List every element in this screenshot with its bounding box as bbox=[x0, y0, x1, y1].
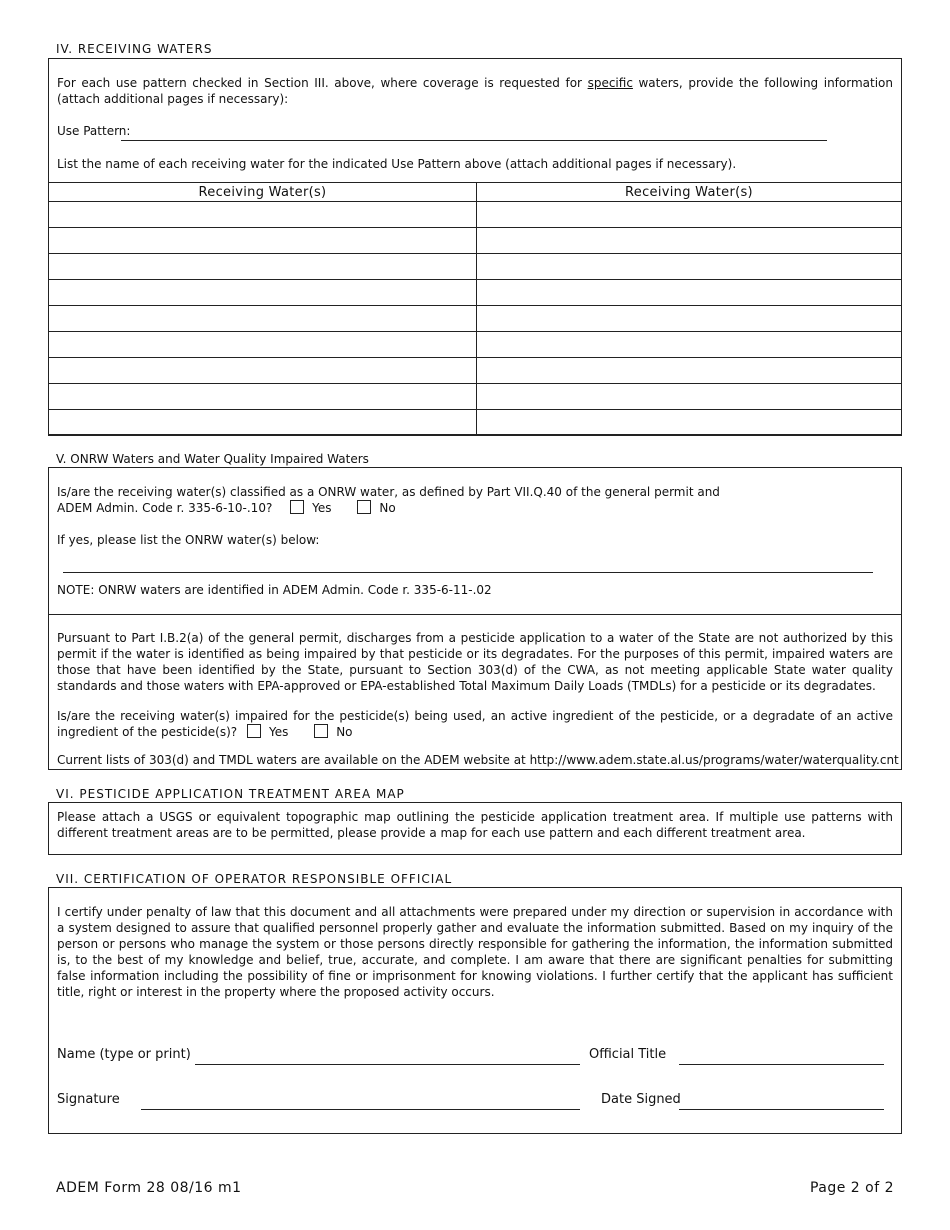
impaired-no-checkbox[interactable] bbox=[314, 724, 328, 738]
receiving-water-cell[interactable] bbox=[49, 410, 477, 436]
receiving-water-cell[interactable] bbox=[49, 202, 477, 228]
onrw-list-prompt: If yes, please list the ONRW water(s) below: bbox=[57, 533, 320, 547]
certification-text: I certify under penalty of law that this document and all attachments were prepared under my direction or supervision in accordance with a system designed to assure that qualified personnel properly gather and evaluate the information submitted. Based on my inquiry of the person or persons who manage the system or those persons directly responsible for gathering the information, the information submitted is, to the best of my knowledge and belief, true, accurate, and complete. I am aware that there are significant penalties for submitting false information including the possibility of fine or imprisonment for knowing violations. I further certify that the applicant has sufficient title, right or interest in the property where the proposed activity occurs. bbox=[57, 905, 893, 999]
impaired-yes-checkbox[interactable] bbox=[247, 724, 261, 738]
section-7-title: VII. CERTIFICATION OF OPERATOR RESPONSIBLE OFFICIAL bbox=[56, 872, 453, 886]
receiving-waters-instruction: List the name of each receiving water for the indicated Use Pattern above (attach additional pages if necessary). bbox=[57, 157, 737, 171]
section-6-title: VI. PESTICIDE APPLICATION TREATMENT AREA MAP bbox=[56, 787, 405, 801]
receiving-waters-box bbox=[48, 58, 902, 435]
receiving-water-cell[interactable] bbox=[477, 358, 902, 384]
onrw-divider bbox=[49, 614, 901, 615]
use-pattern-field[interactable] bbox=[121, 140, 827, 141]
use-pattern-label: Use Pattern: bbox=[57, 124, 131, 138]
onrw-yes-checkbox[interactable] bbox=[290, 500, 304, 514]
receiving-water-cell[interactable] bbox=[477, 384, 902, 410]
receiving-water-cell[interactable] bbox=[49, 228, 477, 254]
receiving-waters-table bbox=[48, 182, 902, 436]
onrw-list-field[interactable] bbox=[63, 572, 873, 573]
name-label: Name (type or print) bbox=[57, 1047, 191, 1062]
onrw-box bbox=[48, 467, 902, 770]
onrw-note: NOTE: ONRW waters are identified in ADEM Admin. Code r. 335-6-11-.02 bbox=[57, 583, 492, 597]
signature-field[interactable] bbox=[141, 1109, 580, 1110]
treatment-map-box bbox=[48, 802, 902, 855]
receiving-water-cell[interactable] bbox=[49, 280, 477, 306]
official-title-field[interactable] bbox=[679, 1064, 884, 1065]
page-number: Page 2 of 2 bbox=[809, 1180, 894, 1196]
section-4-title: IV. RECEIVING WATERS bbox=[56, 42, 213, 56]
onrw-no-label: No bbox=[379, 501, 396, 515]
section-5-title: V. ONRW Waters and Water Quality Impaired Waters bbox=[56, 452, 369, 466]
receiving-water-cell[interactable] bbox=[477, 228, 902, 254]
receiving-water-cell[interactable] bbox=[477, 332, 902, 358]
receiving-waters-intro: For each use pattern checked in Section III. above, where coverage is requested for specific waters, provide the following information (attach additional pages if necessary): bbox=[57, 76, 893, 106]
impaired-yes-label: Yes bbox=[269, 725, 289, 739]
receiving-water-cell[interactable] bbox=[477, 202, 902, 228]
signature-label: Signature bbox=[57, 1092, 120, 1107]
receiving-water-cell[interactable] bbox=[477, 306, 902, 332]
form-id: ADEM Form 28 08/16 m1 bbox=[56, 1180, 242, 1196]
certification-box bbox=[48, 887, 902, 1134]
onrw-question-line2: ADEM Admin. Code r. 335-6-10-.10? Yes No bbox=[57, 501, 396, 515]
receiving-water-cell[interactable] bbox=[477, 280, 902, 306]
receiving-water-cell[interactable] bbox=[49, 358, 477, 384]
receiving-waters-header-left: Receiving Water(s) bbox=[49, 183, 477, 202]
receiving-water-cell[interactable] bbox=[49, 306, 477, 332]
tmdl-lists-note: Current lists of 303(d) and TMDL waters are available on the ADEM website at http://www.adem.state.al.us/programs/water/waterquality.cnt bbox=[57, 753, 899, 767]
onrw-question-line1: Is/are the receiving water(s) classified as a ONRW water, as defined by Part VII.Q.40 of the general permit and bbox=[57, 485, 720, 499]
receiving-water-cell[interactable] bbox=[477, 410, 902, 436]
receiving-water-cell[interactable] bbox=[477, 254, 902, 280]
onrw-yes-label: Yes bbox=[312, 501, 332, 515]
onrw-no-checkbox[interactable] bbox=[357, 500, 371, 514]
name-field[interactable] bbox=[195, 1064, 580, 1065]
date-signed-field[interactable] bbox=[679, 1109, 884, 1110]
receiving-water-cell[interactable] bbox=[49, 254, 477, 280]
treatment-map-text: Please attach a USGS or equivalent topographic map outlining the pesticide application treatment area. If multiple use patterns with different treatment areas are to be permitted, please provide a map for each use pattern and each different treatment area. bbox=[57, 810, 893, 840]
impaired-waters-paragraph: Pursuant to Part I.B.2(a) of the general permit, discharges from a pesticide application to a water of the State are not authorized by this permit if the water is identified as being impaired by that pesticide or its degradates. For the purposes of this permit, impaired waters are those that have been identified by the State, pursuant to Section 303(d) of the CWA, as not meeting applicable State water quality standards and those waters with EPA-approved or EPA-established Total Maximum Daily Loads (TMDLs) for a pesticide or its degradates. bbox=[57, 631, 893, 693]
impaired-question: Is/are the receiving water(s) impaired for the pesticide(s) being used, an active ingredient of the pesticide, or a degradate of an active ingredient of the pesticide(s)? Yes No bbox=[57, 709, 893, 739]
receiving-waters-header-right: Receiving Water(s) bbox=[477, 183, 902, 202]
receiving-water-cell[interactable] bbox=[49, 332, 477, 358]
receiving-water-cell[interactable] bbox=[49, 384, 477, 410]
impaired-no-label: No bbox=[336, 725, 353, 739]
date-signed-label: Date Signed bbox=[601, 1092, 681, 1107]
official-title-label: Official Title bbox=[589, 1047, 667, 1062]
